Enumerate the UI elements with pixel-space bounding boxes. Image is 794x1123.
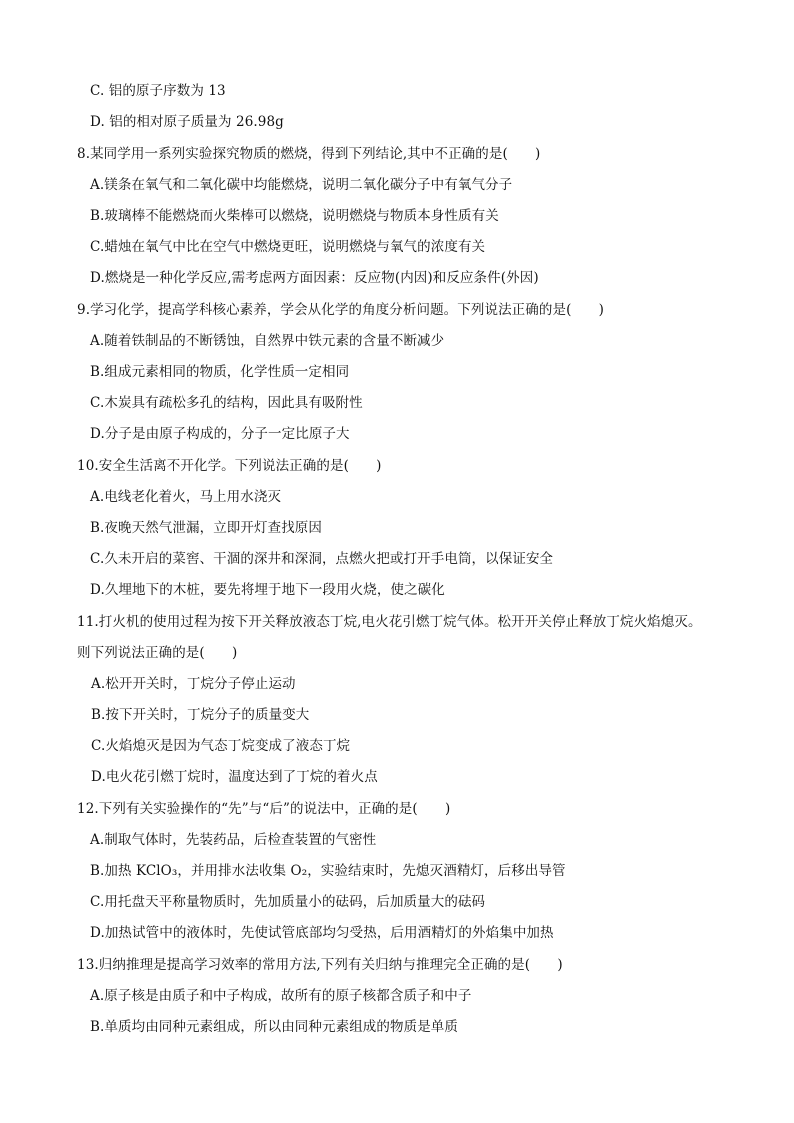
question-12: 12.下列有关实验操作的“先”与“后”的说法中，正确的是( ) xyxy=(77,801,451,817)
option-11a: A.松开开关时，丁烷分子停止运动 xyxy=(91,676,296,692)
option-9d: D.分子是由原子构成的，分子一定比原子大 xyxy=(90,426,350,442)
option-10d: D.久埋地下的木桩，要先将埋于地下一段用火烧，使之碳化 xyxy=(90,582,445,598)
question-10: 10.安全生活离不开化学。下列说法正确的是( ) xyxy=(77,458,382,474)
option-13b: B.单质均由同种元素组成，所以由同种元素组成的物质是单质 xyxy=(90,1019,459,1035)
option-12c: C.用托盘天平称量物质时，先加质量小的砝码，后加质量大的砝码 xyxy=(90,894,486,910)
option-12b: B.加热 KClO₃，并用排水法收集 O₂，实验结束时，先熄灭酒精灯，后移出导管 xyxy=(90,863,566,879)
option-9b: B.组成元素相同的物质，化学性质一定相同 xyxy=(90,364,350,380)
question-9: 9.学习化学，提高学科核心素养，学会从化学的角度分析问题。下列说法正确的是( ) xyxy=(77,302,605,318)
option-11c: C.火焰熄灭是因为气态丁烷变成了液态丁烷 xyxy=(91,738,351,754)
option-8a: A.镁条在氧气和二氧化碳中均能燃烧，说明二氧化碳分子中有氧气分子 xyxy=(90,177,513,193)
option-10b: B.夜晚天然气泄漏，立即开灯查找原因 xyxy=(90,520,323,536)
option-8d: D.燃烧是一种化学反应,需考虑两方面因素：反应物(内因)和反应条件(外因) xyxy=(90,270,539,286)
option-8b: B.玻璃棒不能燃烧而火柴棒可以燃烧，说明燃烧与物质本身性质有关 xyxy=(90,208,499,224)
option-11d: D.电火花引燃丁烷时，温度达到了丁烷的着火点 xyxy=(91,769,378,785)
option-12d: D.加热试管中的液体时，先使试管底部均匀受热，后用酒精灯的外焰集中加热 xyxy=(90,925,554,941)
option-8c: C.蜡烛在氧气中比在空气中燃烧更旺，说明燃烧与氧气的浓度有关 xyxy=(90,239,486,255)
option-13a: A.原子核是由质子和中子构成，故所有的原子核都含质子和中子 xyxy=(90,988,472,1004)
option-11b: B.按下开关时，丁烷分子的质量变大 xyxy=(91,707,310,723)
option-9c: C.木炭具有疏松多孔的结构，因此具有吸附性 xyxy=(90,395,363,411)
option-7d: D. 铝的相对原子质量为 26.98g xyxy=(90,114,284,130)
option-9a: A.随着铁制品的不断锈蚀，自然界中铁元素的含量不断减少 xyxy=(90,333,445,349)
option-10c: C.久未开启的菜窖、干涸的深井和深洞，点燃火把或打开手电筒，以保证安全 xyxy=(90,551,554,567)
question-8: 8.某同学用一系列实验探究物质的燃烧，得到下列结论,其中不正确的是( ) xyxy=(77,146,541,162)
option-10a: A.电线老化着火，马上用水浇灭 xyxy=(90,489,282,505)
question-11: 11.打火机的使用过程为按下开关释放液态丁烷,电火花引燃丁烷气体。松开开关停止释放丁烷火焰熄灭。 xyxy=(77,614,702,630)
question-11-cont: 则下列说法正确的是( ) xyxy=(77,645,238,661)
option-12a: A.制取气体时，先装药品，后检查装置的气密性 xyxy=(90,832,377,848)
question-13: 13.归纳推理是提高学习效率的常用方法,下列有关归纳与推理完全正确的是( ) xyxy=(77,957,563,973)
option-7c: C. 铝的原子序数为 13 xyxy=(90,83,226,99)
